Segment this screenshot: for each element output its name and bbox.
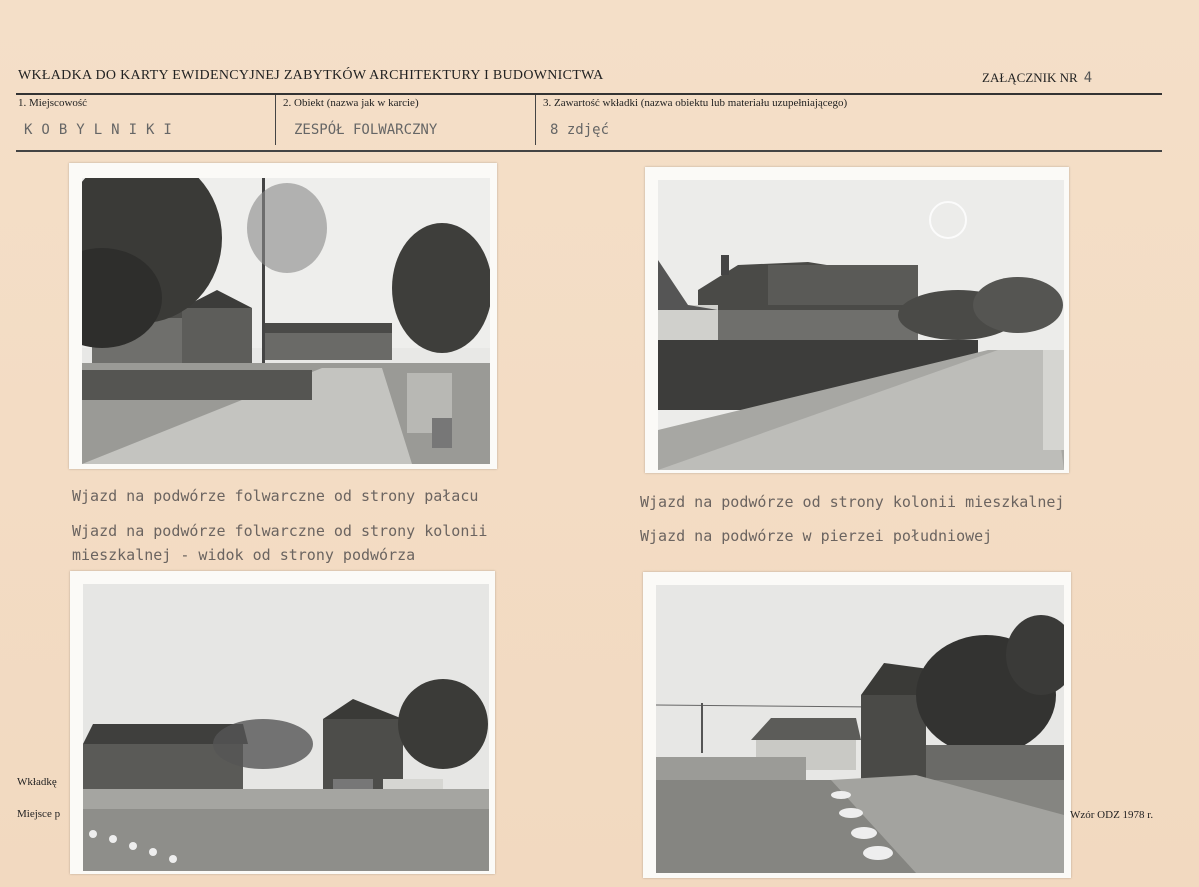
annex-label (982, 70, 1092, 86)
contents-value: 8 zdjęć (550, 122, 610, 138)
photo-view-from-yard (70, 571, 495, 874)
fields-rule (16, 150, 1162, 152)
contents-label: 3. Zawartość wkładki (nazwa obiektu lub materiału uzupełniającego) (543, 97, 848, 109)
annex-number: 4 (1083, 70, 1093, 86)
caption-photo-2: Wjazd na podwórze od strony kolonii mieszkalnej (640, 493, 1065, 511)
object-value: ZESPÓŁ FOLWARCZNY (294, 122, 438, 138)
footer-note-1: Wkładkę (17, 776, 57, 788)
form-title: WKŁADKA DO KARTY EWIDENCYJNEJ ZABYTKÓW ARCHITEKTURY I BUDOWNICTWA (18, 68, 604, 83)
caption-photo-3-line-1: Wjazd na podwórze folwarczne od strony kolonii (72, 522, 488, 540)
form-template-id: Wzór ODZ 1978 r. (1070, 809, 1154, 821)
field-divider (535, 95, 536, 145)
location-value: KOBYLNIKI (24, 122, 181, 138)
photo-entrance-from-colony (645, 167, 1069, 473)
header-rule (16, 93, 1162, 95)
photo-south-frontage (643, 572, 1071, 878)
caption-photo-1: Wjazd na podwórze folwarczne od strony pałacu (72, 487, 479, 505)
object-label: 2. Obiekt (nazwa jak w karcie) (283, 97, 419, 109)
footer-note-2: Miejsce p (17, 808, 61, 820)
annex-label-text: ZAŁĄCZNIK NR (982, 70, 1078, 85)
photo-entrance-from-palace (69, 163, 497, 469)
location-label: 1. Miejscowość (18, 97, 88, 109)
caption-photo-3-line-2: mieszkalnej - widok od strony podwórza (72, 546, 416, 564)
field-divider (275, 95, 276, 145)
caption-photo-4: Wjazd na podwórze w pierzei południowej (640, 527, 993, 545)
